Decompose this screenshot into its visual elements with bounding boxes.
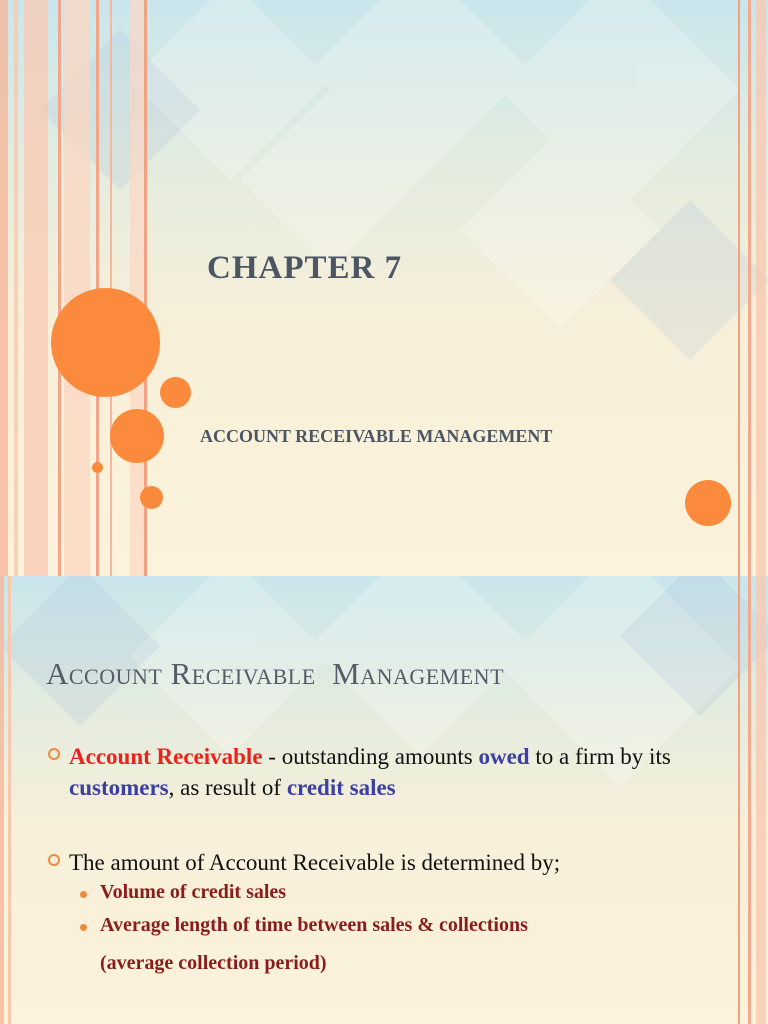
sub-bullet-continuation: [80, 952, 740, 980]
stripe: [24, 0, 48, 576]
term-account-receivable: Account Receivable: [69, 744, 263, 769]
keyword-credit-sales: credit sales: [286, 775, 396, 800]
stripe: [58, 0, 61, 576]
decorative-circle: [51, 288, 160, 397]
stripe: [14, 0, 18, 576]
stripe: [756, 576, 766, 1024]
stripe: [748, 0, 751, 576]
chapter-title: CHAPTER 7: [207, 250, 403, 286]
stripe: [0, 0, 8, 576]
bullet-account-receivable: [48, 741, 748, 805]
slide-title: Account Receivable Management: [46, 656, 505, 691]
decorative-circle: [92, 462, 103, 473]
bullet-text-part: , as result of: [168, 775, 287, 800]
decorative-circle: [110, 409, 164, 463]
decorative-circle: [160, 377, 191, 408]
stripe: [0, 576, 4, 1024]
sub-bullet-volume: [80, 881, 740, 909]
stripe: [738, 0, 740, 576]
bullet-marker-icon: [48, 748, 60, 760]
stripe: [756, 0, 766, 576]
stripe: [64, 0, 90, 576]
decorative-circle: [140, 486, 163, 509]
chapter-subtitle: ACCOUNT RECEIVABLE MANAGEMENT: [200, 426, 553, 446]
bullet-text: The amount of Account Receivable is determined by;: [69, 850, 561, 875]
sub-bullet-text: Average length of time between sales & collections: [100, 914, 528, 936]
slide-2: [0, 576, 768, 1024]
keyword-owed: owed: [478, 744, 530, 769]
decorative-circle: [685, 480, 731, 526]
bullet-marker-icon: [48, 854, 60, 866]
bullet-text-part: - outstanding amounts: [262, 744, 479, 769]
bullet-text-part: to a firm by its: [529, 744, 671, 769]
sub-bullet-average-length: [80, 914, 740, 942]
sub-bullet-marker-icon: [80, 891, 87, 898]
bullet-determined-by: [48, 847, 748, 879]
sub-bullet-text: Volume of credit sales: [100, 881, 287, 903]
sub-bullet-marker-icon: [80, 924, 87, 931]
sub-bullet-text: (average collection period): [100, 952, 327, 974]
bullet-text: [69, 741, 749, 803]
stripe: [8, 576, 11, 1024]
keyword-customers: customers: [69, 775, 169, 800]
